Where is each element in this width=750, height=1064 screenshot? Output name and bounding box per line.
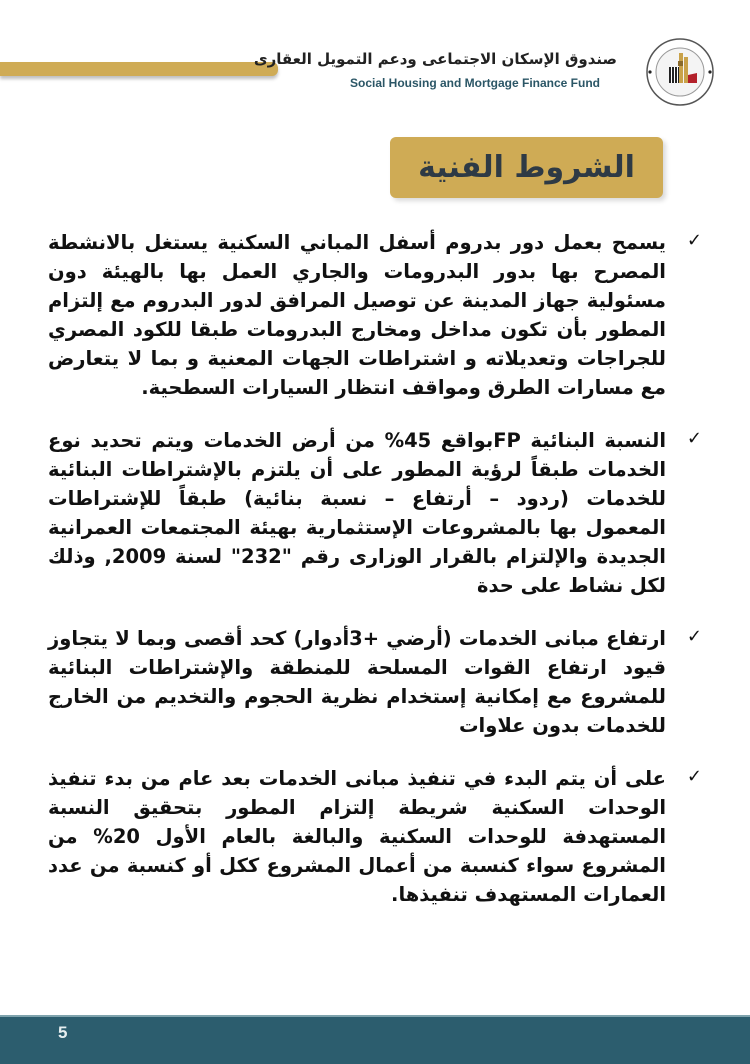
shmff-logo-icon — [645, 37, 715, 107]
list-item — [48, 764, 702, 909]
section-title: الشروط الفنية — [418, 150, 635, 185]
list-item — [48, 624, 702, 740]
org-name-english: Social Housing and Mortgage Finance Fund — [349, 76, 600, 90]
list-item-text: النسبة البنائية FPبواقع 45% من أرض الخدمات ويتم تحديد نوع الخدمات طبقاً لرؤية المطور على أن يلتزم بالإشتراطات البنائية للخدمات (ردود – أرتفاع – نسبة بنائية) طبقاً للإشتراطات المعمول بها بالمشروعات الإستثمارية بهيئة المجتمعات العمرانية الجديدة والإلتزام بالقرار الوزارى رقم "232" لسنة 2009, وذلك لكل نشاط على حدة — [48, 429, 666, 597]
conditions-list — [48, 228, 702, 933]
section-title-box — [390, 137, 663, 198]
check-icon: ✓ — [686, 230, 702, 251]
page-number: 5 — [58, 1023, 68, 1042]
list-item-text: على أن يتم البدء في تنفيذ مبانى الخدمات بعد عام من بدء تنفيذ الوحدات السكنية شريطة إلتزام المطور بتحقيق النسبة المستهدفة للوحدات السكنية والبالغة بالعام الأول 20% من المشروع سواء كنسبة من أعمال المشروع ككل أو كنسبة من عدد العمارات المستهدف تنفيذها. — [48, 767, 666, 906]
list-item — [48, 228, 702, 402]
check-icon: ✓ — [686, 626, 702, 647]
list-item-text: ارتفاع مبانى الخدمات (أرضي +3أدوار) كحد أقصى وبما لا يتجاوز قيود ارتفاع القوات المسلحة للمنطقة والإشتراطات البنائية للمشروع مع إمكانية إستخدام نظرية الحجوم والتخديم من الخارج للخدمات بدون علاوات — [48, 627, 666, 737]
org-name-arabic: صندوق الإسكان الاجتماعى ودعم التمويل العقارى — [253, 50, 617, 68]
check-icon: ✓ — [686, 428, 702, 449]
header-gold-bar — [0, 62, 278, 76]
list-item-text: يسمح بعمل دور بدروم أسفل المباني السكنية يستغل بالانشطة المصرح بها بدور البدرومات والجاري العمل بها بالهيئة دون مسئولية جهاز المدينة عن توصيل المرافق لدور البدروم مع إلتزام المطور بأن تكون مداخل ومخارج البدرومات طبقا للكود المصري للجراجات وتعديلاته و اشتراطات الجهات المعنية و بما لا يتعارض مع مسارات الطرق ومواقف انتظار السيارات السطحية. — [48, 231, 666, 399]
footer-band — [0, 1015, 750, 1064]
list-item — [48, 426, 702, 600]
check-icon: ✓ — [686, 766, 702, 787]
